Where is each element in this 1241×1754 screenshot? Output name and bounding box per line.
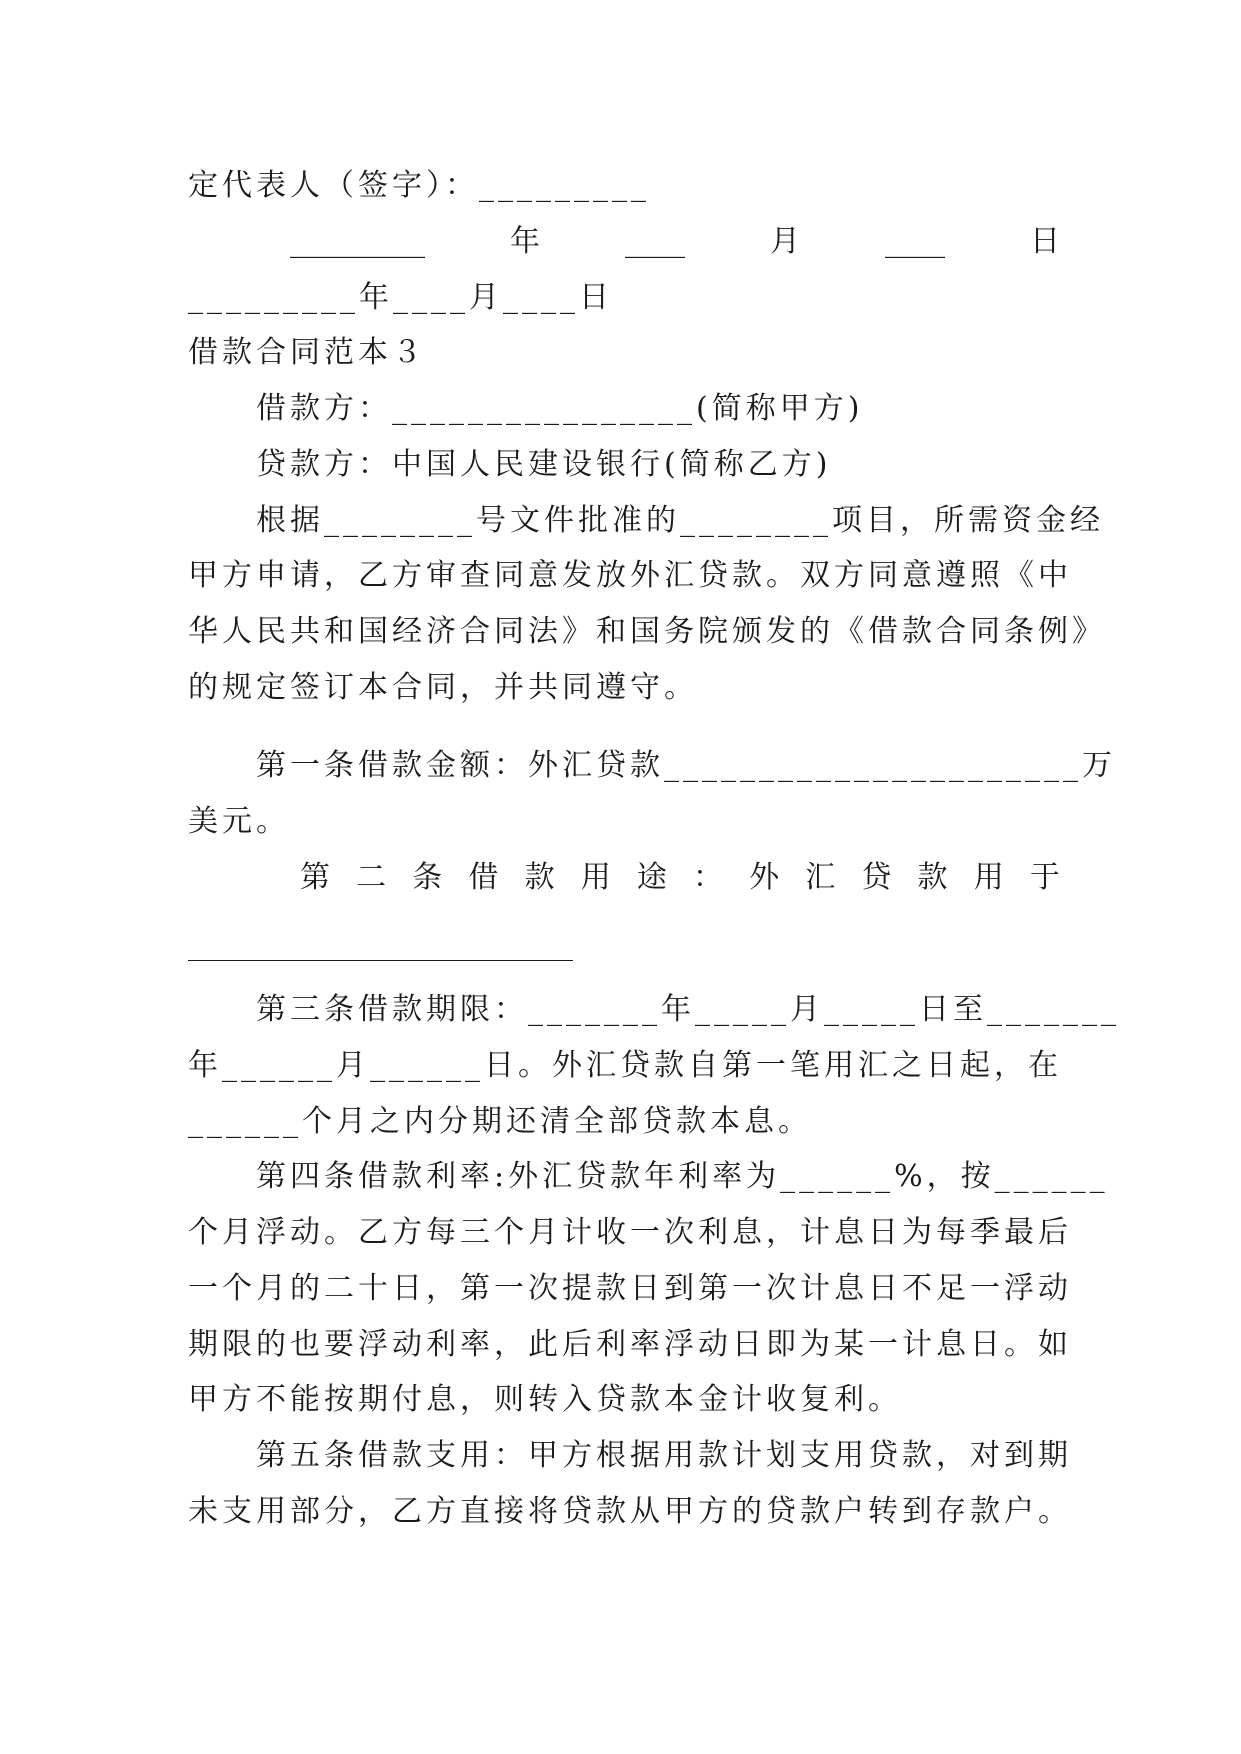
preamble-line: 的规定签订本合同，并共同遵守。	[188, 670, 698, 705]
preamble-line: 根据________号文件批准的________项目，所需资金经	[256, 503, 1104, 538]
date-spread-day: 日	[1030, 224, 1060, 259]
article2-char: 二	[356, 860, 387, 895]
article5-line: 第五条借款支用：甲方根据用款计划支用贷款，对到期	[256, 1438, 1072, 1473]
article2-char: 贷	[861, 860, 892, 895]
article2-char: 外	[749, 860, 780, 895]
article2-char: 第	[300, 860, 330, 895]
date-line: _________年____月____日	[188, 280, 613, 315]
date-spread-blank-month: ____	[625, 224, 685, 259]
article2-char: 条	[412, 860, 443, 895]
article2-char: 汇	[805, 860, 836, 895]
article4-line: 期限的也要浮动利率，此后利率浮动日即为某一计息日。如	[188, 1327, 1072, 1362]
preamble-line: 华人民共和国经济合同法》和国务院颁发的《借款合同条例》	[188, 614, 1106, 649]
lender-line: 贷款方：中国人民建设银行(简称乙方)	[256, 447, 832, 482]
borrower-line: 借款方：________________(简称甲方)	[256, 391, 864, 426]
article5-line: 未支用部分，乙方直接将贷款从甲方的贷款户转到存款户。	[188, 1494, 1072, 1529]
article2-char: 途	[636, 860, 667, 895]
article3-line: ______个月之内分期还清全部贷款本息。	[188, 1104, 812, 1139]
article2-char: 借	[468, 860, 499, 895]
article4-line: 甲方不能按期付息，则转入贷款本金计收复利。	[188, 1382, 902, 1417]
article2-char: 用	[580, 860, 611, 895]
article2-char: 于	[1029, 860, 1060, 895]
representative-signature-line: 定代表人（签字）：_________	[188, 168, 650, 203]
article2-char: 款	[917, 860, 948, 895]
contract-title: 借款合同范本３	[188, 335, 426, 370]
date-spread-line	[290, 222, 1060, 262]
article2-line	[300, 858, 1060, 898]
article2-char: 用	[973, 860, 1004, 895]
article2-purpose-blank	[188, 960, 573, 961]
date-spread-month: 月	[770, 224, 800, 259]
article1-line: 美元。	[188, 804, 290, 839]
date-spread-blank-year: _________	[290, 224, 425, 259]
article2-char: ：	[692, 860, 723, 895]
article3-line: 年______月______日。外汇贷款自第一笔用汇之日起，在	[188, 1048, 1062, 1083]
preamble-line: 甲方申请，乙方审查同意发放外汇贷款。双方同意遵照《中	[188, 558, 1072, 593]
article3-line: 第三条借款期限：_______年_____月_____日至_______	[256, 992, 1120, 1027]
date-spread-year: 年	[510, 224, 540, 259]
date-spread-blank-day: ____	[885, 224, 945, 259]
article4-line: 第四条借款利率:外汇贷款年利率为______%，按______	[256, 1159, 1109, 1194]
article4-line: 个月浮动。乙方每三个月计收一次利息，计息日为每季最后	[188, 1215, 1072, 1250]
article1-line: 第一条借款金额：外汇贷款______________________万	[256, 748, 1116, 783]
article2-char: 款	[524, 860, 555, 895]
article4-line: 一个月的二十日，第一次提款日到第一次计息日不足一浮动	[188, 1271, 1072, 1306]
